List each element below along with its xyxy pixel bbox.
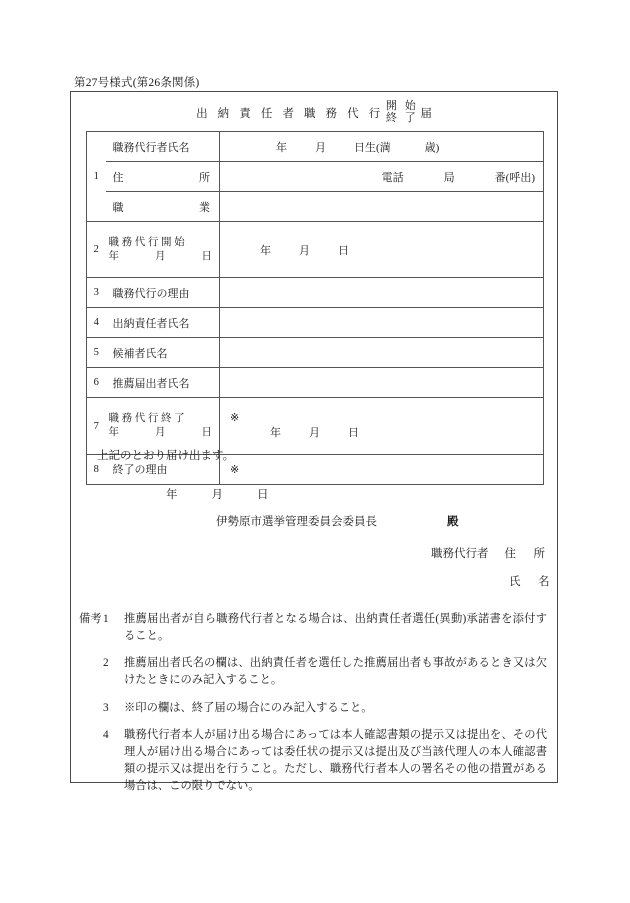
end-value-year-label: 年 [270, 427, 281, 440]
row-value-recommender-name[interactable] [220, 368, 544, 398]
table-row-end-date [87, 398, 544, 454]
row-number-8: 8 [87, 454, 106, 484]
title-start-text: 開 始 [385, 100, 419, 112]
signature-role-label: 職務代行者 [431, 548, 489, 560]
row-label-address [106, 162, 220, 192]
end-date-fields [230, 426, 535, 441]
note-number: 3 [103, 701, 109, 714]
row-number-7: 7 [87, 398, 106, 454]
document-title [71, 101, 557, 124]
table-row-candidate-name [87, 338, 544, 368]
table-row-agent-name [87, 132, 544, 162]
row-number-3: 3 [87, 278, 106, 308]
signature-name-label[interactable]: 氏 名 [509, 576, 553, 588]
end-value-day-label: 日 [348, 427, 359, 440]
end-date-label-line2 [109, 426, 213, 440]
note-item [79, 727, 547, 796]
note-text: 推薦届出者が自ら職務代行者となる場合は、出納責任者選任(異動)承諾書を添付すること。 [124, 613, 547, 643]
title-start-end-stack [386, 101, 419, 124]
note-number: 2 [103, 657, 109, 670]
start-day-label: 日 [201, 250, 212, 262]
phone-number-label: 番(呼出) [494, 171, 535, 184]
end-day-label: 日 [201, 427, 212, 439]
table-row-start-date [87, 222, 544, 278]
start-value-day-label: 日 [338, 244, 349, 257]
row-number-5: 5 [87, 338, 106, 368]
note-item [79, 655, 547, 689]
submission-year-label: 年 [166, 489, 178, 501]
phone-hint [230, 169, 535, 185]
row-label-start-date-text [109, 222, 213, 277]
row-label-reason [106, 278, 220, 308]
start-year-label: 年 [108, 250, 119, 262]
note-text: 職務代行者本人が届け出る場合にあっては本人確認書類の提示又は提出を、その代理人が届け出る場合にあっては委任状の提示又は提出及び当該代理人の本人確認書類の提示又は提出を行うこと。ただし、職務代行者本人の署名その他の措置がある場合は、この限りでない。 [124, 728, 547, 793]
end-date-hint [230, 411, 535, 440]
page-frame [70, 91, 558, 793]
end-reason-asterisk-marker: ※ [230, 463, 240, 476]
submission-day-label: 日 [257, 489, 269, 501]
submission-date-line[interactable] [166, 486, 269, 502]
start-month-label: 月 [155, 250, 166, 262]
notes-section [79, 611, 547, 795]
birth-month-label: 月 [315, 141, 326, 154]
submission-month-label: 月 [211, 489, 223, 501]
signature-address-line[interactable] [431, 545, 548, 561]
row-value-end-date[interactable] [220, 398, 544, 454]
row-value-reason[interactable] [220, 278, 544, 308]
phone-label: 電話 [381, 171, 404, 184]
birth-day-age-label: 日生(満 [354, 141, 391, 154]
note-number: 4 [103, 728, 109, 741]
note-text: 推薦届出者氏名の欄は、出納責任者を選任した推薦届出者も事故があるとき又は欠けたときにのみ記入すること。 [124, 657, 547, 687]
address-label-left: 住 [112, 171, 124, 184]
note-item [79, 700, 547, 717]
birth-year-label: 年 [276, 141, 287, 154]
title-main-text: 出 納 責 任 者 職 務 代 行 [196, 107, 384, 120]
note-text: ※印の欄は、終了届の場合にのみ記入すること。 [124, 701, 373, 714]
start-date-label-line1: 職 務 代 行 開 始 [108, 236, 185, 248]
row-label-recommender-name-text: 推薦届出者氏名 [112, 377, 190, 390]
table-row-recommender-name [87, 368, 544, 398]
end-date-asterisk-marker: ※ [230, 412, 240, 425]
row-label-address-text [109, 169, 213, 185]
start-value-year-label: 年 [260, 244, 271, 257]
birthdate-hint [230, 139, 535, 155]
form-number: 第27号様式(第26条関係) [74, 77, 200, 89]
row-label-occupation [106, 192, 220, 222]
end-date-label-line1: 職 務 代 行 終 了 [108, 413, 185, 425]
row-number-6: 6 [87, 368, 106, 398]
end-month-label: 月 [155, 427, 166, 439]
row-label-treasurer-name-text: 出納責任者氏名 [112, 317, 190, 330]
table-row-occupation [87, 192, 544, 222]
row-value-end-reason[interactable] [220, 454, 544, 484]
occupation-label-right: 業 [199, 201, 210, 214]
row-value-address[interactable] [220, 162, 544, 192]
form-table [86, 131, 544, 485]
row-label-end-date-text [109, 398, 213, 453]
row-value-candidate-name[interactable] [220, 338, 544, 368]
start-date-label-line2 [109, 250, 213, 264]
row-label-start-date [106, 222, 220, 278]
row-label-agent-name-text: 職務代行者氏名 [112, 141, 190, 154]
end-value-month-label: 月 [309, 427, 320, 440]
title-tail-text: 届 [420, 107, 432, 120]
row-value-treasurer-name[interactable] [220, 308, 544, 338]
title-end-text: 終 了 [385, 111, 419, 124]
occupation-label-left: 職 [112, 201, 124, 214]
note-number: 1 [103, 613, 109, 625]
addressee-line [216, 513, 459, 529]
start-date-hint [230, 242, 535, 258]
signature-address-label: 住 所 [504, 548, 548, 560]
start-value-month-label: 月 [299, 244, 310, 257]
note-item [79, 611, 547, 645]
table-row-reason [87, 278, 544, 308]
table-row-address [87, 162, 544, 192]
row-value-agent-name[interactable] [220, 132, 544, 162]
row-label-candidate-name-text: 候補者氏名 [112, 347, 168, 360]
end-year-label: 年 [108, 427, 119, 439]
row-number-1: 1 [87, 132, 106, 222]
row-label-occupation-text [109, 199, 213, 215]
row-label-reason-text: 職務代行の理由 [112, 287, 190, 300]
row-label-end-reason-text: 終了の理由 [112, 464, 168, 477]
row-label-end-date [106, 398, 220, 454]
row-value-occupation[interactable] [220, 192, 544, 222]
row-label-treasurer-name [106, 308, 220, 338]
row-number-4: 4 [87, 308, 106, 338]
addressee-honorific: 殿 [447, 516, 459, 528]
address-label-right: 所 [199, 171, 210, 184]
addressee-name: 伊勢原市選挙管理委員会委員長 [216, 516, 377, 528]
row-value-start-date[interactable] [220, 222, 544, 278]
table-row-treasurer-name [87, 308, 544, 338]
age-close-label: 歳) [424, 141, 440, 154]
row-label-candidate-name [106, 338, 220, 368]
row-number-2: 2 [87, 222, 106, 278]
phone-exchange-label: 局 [443, 171, 455, 184]
row-label-recommender-name [106, 368, 220, 398]
row-label-agent-name [106, 132, 220, 162]
declaration-statement: 上記のとおり届け出ます。 [97, 450, 235, 462]
notes-heading: 備考 [79, 613, 102, 625]
